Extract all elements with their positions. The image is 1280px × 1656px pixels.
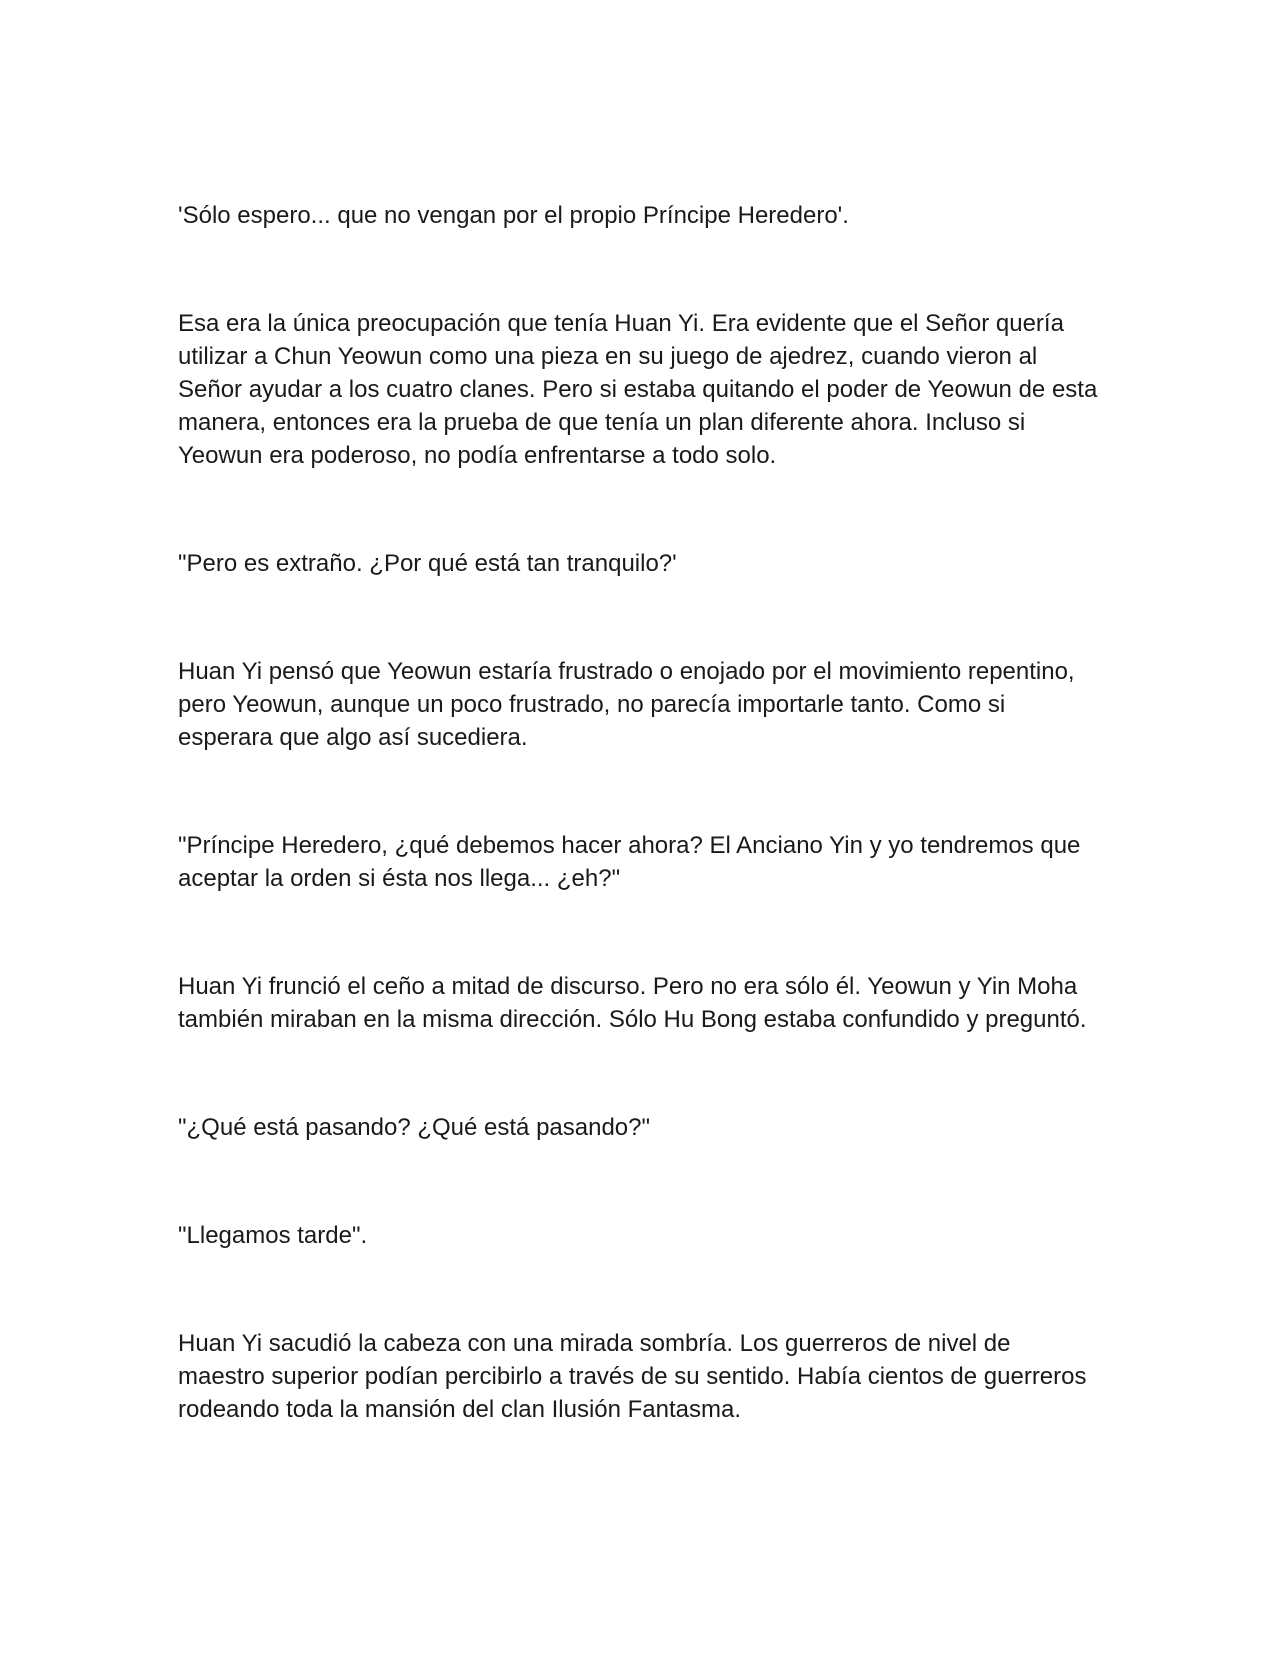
paragraph-8: "Llegamos tarde". [178,1222,368,1249]
paragraph-7: "¿Qué está pasando? ¿Qué está pasando?" [178,1114,651,1141]
paragraph-9: Huan Yi sacudió la cabeza con una mirada sombría. Los guerreros de nivel de maestro superior podían percibirlo a través de su sentido. Había cientos de guerreros rodeando toda la mansión del clan Ilusión Fantasma. [178,1330,1087,1423]
paragraph-1: 'Sólo espero... que no vengan por el propio Príncipe Heredero'. [178,202,849,229]
paragraph-5: "Príncipe Heredero, ¿qué debemos hacer ahora? El Anciano Yin y yo tendremos que aceptar la orden si ésta nos llega... ¿eh?" [178,832,1081,892]
paragraph-2: Esa era la única preocupación que tenía Huan Yi. Era evidente que el Señor quería utilizar a Chun Yeowun como una pieza en su juego de ajedrez, cuando vieron al Señor ayudar a los cuatro clanes. Pero si estaba quitando el poder de Yeowun de esta manera, entonces era la prueba de que tenía un plan diferente ahora. Incluso si Yeowun era poderoso, no podía enfrentarse a todo solo. [178,310,1098,469]
paragraph-4: Huan Yi pensó que Yeowun estaría frustrado o enojado por el movimiento repentino, pero Yeowun, aunque un poco frustrado, no parecía importarle tanto. Como si esperara que algo así sucediera. [178,658,1075,751]
paragraph-6: Huan Yi frunció el ceño a mitad de discurso. Pero no era sólo él. Yeowun y Yin Moha también miraban en la misma dirección. Sólo Hu Bong estaba confundido y preguntó. [178,973,1087,1033]
document-body [178,199,1098,1426]
paragraph-3: "Pero es extraño. ¿Por qué está tan tranquilo?' [178,550,677,577]
